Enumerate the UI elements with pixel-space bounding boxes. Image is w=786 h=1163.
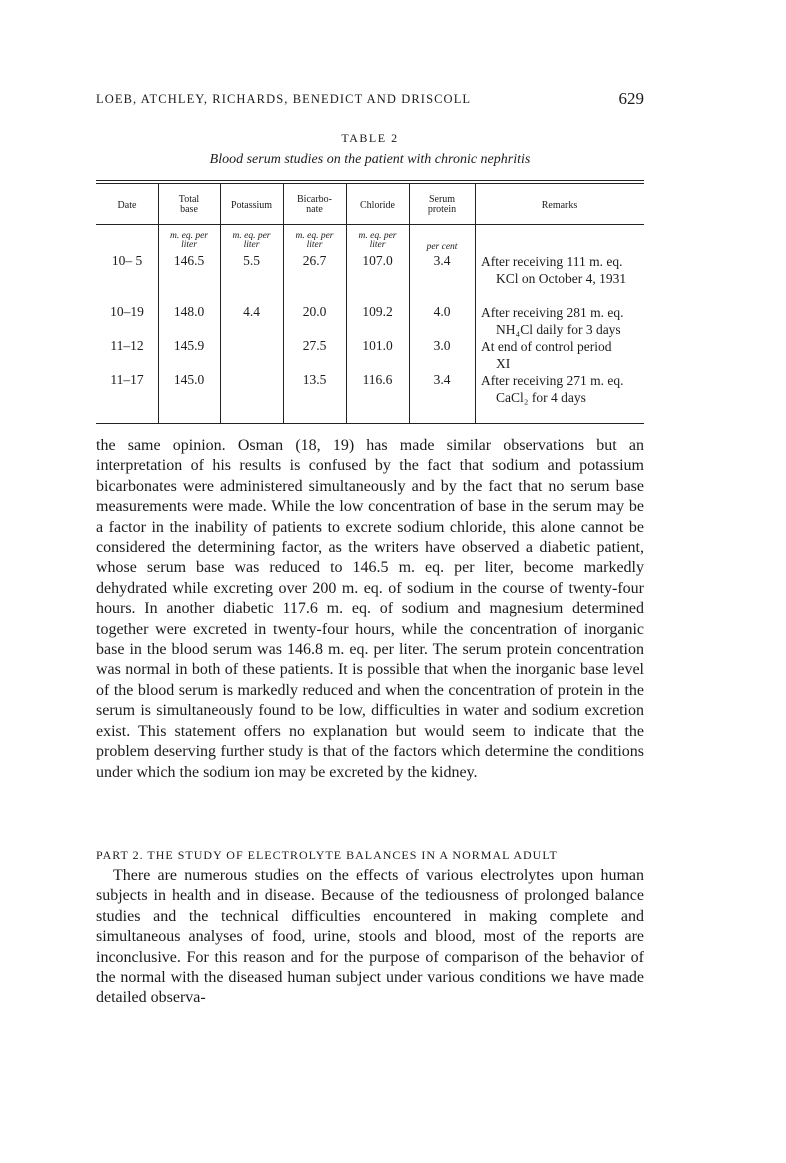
data-table [96, 180, 644, 425]
cell-potassium: 4.4 [243, 304, 260, 319]
header-total-base-1: Total [178, 194, 200, 205]
cell-date: 10– 5 [111, 253, 143, 268]
remark-continuation: CaCl₂ for 4 days [496, 390, 586, 405]
cell-total-base: 148.0 [173, 304, 205, 319]
running-head [96, 89, 644, 112]
unit-potassium-1: m. eq. per [232, 231, 271, 241]
header-chloride: Chloride [360, 200, 395, 211]
cell-total-base: 146.5 [173, 253, 205, 268]
table-top-rule-2 [96, 183, 644, 184]
body-paragraph: the same opinion. Osman (18, 19) has made similar observations but an interpretation of his results is confused by the fact that sodium and potassium bicarbonates were administered simultaneously and by the fact that no serum base measurements were made. While the low concentration of base in the serum may be a factor in the inability of patients to excrete sodium chloride, this alone cannot be considered the determining factor, as the writers have observed a diabetic patient, whose serum base was reduced to 146.5 m. eq. per liter, become markedly dehydrated while excreting over 200 m. eq. of sodium in the course of twenty-four hours. In another diabetic 117.6 m. eq. of sodium and magnesium determined together were excreted in twenty-four hours, while the concentration of inorganic base in the blood serum was 146.8 m. eq. per liter. The serum protein concentration was normal in both of these patients. It is possible that when the inorganic base level of the blood serum is markedly reduced and when the concentration of protein in the serum is simultaneously found to be low, difficulties in water and sodium excretion exist. This statement offers no explanation but would seem to indicate that the problem deserving further study is that of the factors which determine the conditions under which the sodium ion may be excreted by the kidney. [96, 437, 644, 781]
unit-total-base-2: liter [181, 240, 197, 250]
page-number: 629 [618, 89, 644, 108]
table-caption: Blood serum studies on the patient with chronic nephritis [209, 152, 531, 167]
cell-total-base: 145.9 [173, 338, 205, 353]
table-top-rule [96, 180, 644, 181]
unit-total-base-1: m. eq. per [170, 231, 208, 241]
table-bottom-rule [96, 423, 644, 424]
cell-remark [481, 372, 643, 406]
cell-serum-protein: 3.4 [433, 372, 451, 387]
running-head-authors: LOEB, ATCHLEY, RICHARDS, BENEDICT AND DRISCOLL [96, 92, 472, 106]
header-rule [96, 224, 644, 225]
header-remarks: Remarks [541, 200, 578, 211]
cell-chloride: 107.0 [362, 253, 393, 268]
cell-bicarbonate: 13.5 [302, 372, 327, 387]
cell-serum-protein: 3.0 [433, 338, 451, 353]
section-paragraph: There are numerous studies on the effects of various electrolytes upon human subjects in health and in disease. Because of the tediousness of prolonged balance studies and the technical difficulties encountered in making complete and simultaneous analyses of food, urine, stools and blood, most of the reports are inconclusive. For this reason and for the purpose of comparison of the behavior of the normal with the diseased human subject under various conditions we have made detailed observa- [96, 867, 644, 1007]
remark-line: After receiving 271 m. eq. [481, 373, 624, 388]
remark-line: After receiving 281 m. eq. [481, 305, 624, 320]
header-date: Date [117, 200, 137, 211]
cell-date: 10–19 [110, 304, 144, 319]
unit-serum-protein: per cent [426, 242, 458, 252]
unit-chloride-2: liter [369, 240, 386, 250]
cell-potassium: 5.5 [243, 253, 260, 268]
cell-remark [481, 253, 643, 287]
remark-continuation: KCl on October 4, 1931 [496, 271, 627, 286]
remark-line: After receiving 111 m. eq. [481, 254, 623, 269]
cell-chloride: 101.0 [362, 338, 393, 353]
cell-chloride: 109.2 [362, 304, 393, 319]
unit-chloride-1: m. eq. per [358, 231, 397, 241]
unit-potassium-2: liter [243, 240, 260, 250]
section-heading: PART 2. THE STUDY OF ELECTROLYTE BALANCES IN A NORMAL ADULT [96, 848, 558, 862]
cell-date: 11–12 [110, 338, 144, 353]
header-serum-protein-1: Serum [428, 194, 456, 205]
cell-bicarbonate: 27.5 [302, 338, 327, 353]
header-total-base-2: base [180, 204, 198, 215]
cell-bicarbonate: 26.7 [302, 253, 327, 268]
header-bicarbonate-1: Bicarbo- [297, 194, 332, 205]
header-potassium: Potassium [230, 200, 273, 211]
header-serum-protein-2: protein [427, 204, 457, 215]
cell-remark [481, 338, 643, 372]
cell-serum-protein: 4.0 [433, 304, 451, 319]
remark-continuation: NH₄Cl daily for 3 days [496, 322, 621, 337]
cell-date: 11–17 [110, 372, 144, 387]
unit-bicarbonate-2: liter [306, 240, 323, 250]
cell-serum-protein: 3.4 [433, 253, 451, 268]
remark-line: At end of control period [481, 339, 612, 354]
cell-remark [481, 304, 643, 338]
cell-chloride: 116.6 [362, 372, 393, 387]
remark-continuation: XI [496, 356, 511, 371]
unit-bicarbonate-1: m. eq. per [295, 231, 334, 241]
col-divider [475, 184, 476, 423]
cell-total-base: 145.0 [173, 372, 205, 387]
cell-bicarbonate: 20.0 [302, 304, 327, 319]
table-label: TABLE 2 [341, 131, 399, 145]
header-bicarbonate-2: nate [306, 204, 323, 215]
